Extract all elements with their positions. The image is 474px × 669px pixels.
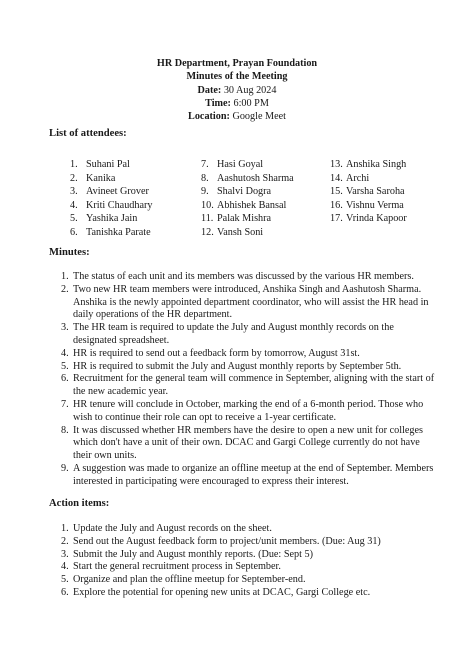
- item-number: 9.: [61, 462, 69, 474]
- attendee-item: [201, 199, 294, 213]
- attendee-name: Anshika Singh: [346, 159, 407, 170]
- time-value: 6:00 PM: [233, 97, 269, 109]
- item-text: Update the July and August records on the sheet.: [73, 523, 272, 534]
- attendee-number: 10.: [201, 199, 214, 211]
- date-label: Date:: [197, 84, 222, 96]
- action-items-list: [61, 523, 436, 600]
- attendee-item: [201, 226, 294, 240]
- item-text: Send out the August feedback form to project/unit members. (Due: Aug 31): [73, 535, 381, 547]
- attendee-name: Yashika Jain: [86, 213, 138, 224]
- minutes-item: [61, 322, 436, 348]
- attendee-item: [330, 185, 407, 199]
- attendee-item: [70, 172, 153, 186]
- attendee-item: [201, 185, 294, 199]
- action-item: [61, 523, 436, 536]
- attendee-item: [70, 226, 153, 240]
- attendee-name: Vrinda Kapoor: [346, 213, 407, 224]
- item-number: 3.: [61, 548, 69, 560]
- item-text: HR is required to submit the July and August monthly reports by September 5th.: [73, 360, 402, 372]
- attendee-name: Aashutosh Sharma: [217, 172, 294, 184]
- meeting-location: [0, 110, 474, 123]
- action-item: [61, 587, 436, 600]
- minutes-item: [61, 425, 436, 463]
- minutes-item: [61, 463, 436, 489]
- minutes-item: [61, 399, 436, 425]
- attendee-number: 5.: [70, 213, 78, 224]
- attendee-item: [70, 158, 153, 172]
- organization-title: HR Department, Prayan Foundation: [156, 58, 318, 69]
- attendee-name: Hasi Goyal: [217, 159, 264, 170]
- attendee-number: 11.: [201, 213, 214, 224]
- attendee-name: Kriti Chaudhary: [86, 199, 153, 211]
- attendee-number: 8.: [201, 172, 209, 184]
- item-number: 4.: [61, 347, 69, 359]
- action-item: [61, 561, 436, 574]
- attendee-item: [201, 172, 294, 186]
- meeting-time: [0, 97, 474, 110]
- attendee-number: 9.: [201, 186, 209, 197]
- attendee-number: 6.: [70, 226, 78, 238]
- minutes-list: [61, 271, 436, 489]
- item-text: Start the general recruitment process in September.: [73, 561, 281, 573]
- action-items-heading: Action items:: [49, 498, 110, 509]
- attendee-name: Archi: [346, 172, 370, 184]
- attendee-name: Tanishka Parate: [86, 226, 151, 238]
- attendee-item: [330, 212, 407, 226]
- attendee-number: 3.: [70, 186, 78, 197]
- minutes-item: [61, 373, 436, 399]
- minutes-item: [61, 271, 436, 284]
- item-text: HR is required to send out a feedback form by tomorrow, August 31st.: [73, 347, 360, 359]
- item-text: A suggestion was made to organize an offline meetup at the end of September. Members interested in participating were encouraged to express their interest.: [73, 462, 434, 487]
- location-value: Google Meet: [232, 111, 286, 123]
- item-text: The HR team is required to update the July and August monthly records on the designated spreadsheet.: [73, 322, 394, 346]
- item-number: 5.: [61, 574, 69, 586]
- action-item: [61, 536, 436, 549]
- attendee-column-3: [330, 158, 407, 226]
- attendee-number: 14.: [330, 172, 343, 184]
- meeting-date: [0, 84, 474, 97]
- attendee-number: 7.: [201, 159, 209, 170]
- attendee-item: [70, 199, 153, 213]
- attendee-number: 15.: [330, 186, 343, 197]
- location-label: Location:: [188, 111, 230, 123]
- attendee-column-1: [70, 158, 153, 239]
- attendee-item: [330, 158, 407, 172]
- item-text: Recruitment for the general team will commence in September, aligning with the start of the new academic year.: [73, 373, 435, 398]
- item-number: 2.: [61, 283, 69, 295]
- attendee-item: [330, 172, 407, 186]
- item-number: 8.: [61, 424, 69, 436]
- item-number: 2.: [61, 535, 69, 547]
- attendee-number: 4.: [70, 199, 78, 211]
- item-text: Two new HR team members were introduced, Anshika Singh and Aashutosh Sharma. Anshika is the newly appointed department coordinator, who will assist the HR head in daily operations of the HR department.: [73, 283, 429, 321]
- minutes-heading: Minutes:: [49, 247, 90, 258]
- attendee-number: 13.: [330, 159, 343, 170]
- attendee-name: Vansh Soni: [217, 226, 264, 238]
- item-number: 1.: [61, 523, 69, 534]
- attendee-name: Kanika: [86, 172, 116, 184]
- attendee-column-2: [201, 158, 294, 239]
- attendee-number: 2.: [70, 172, 78, 184]
- item-text: The status of each unit and its members was discussed by the various HR members.: [73, 271, 414, 282]
- document-title: Minutes of the Meeting: [186, 71, 288, 83]
- attendee-name: Avineet Grover: [86, 186, 149, 197]
- attendee-number: 16.: [330, 199, 343, 211]
- attendee-item: [70, 212, 153, 226]
- attendee-item: [70, 185, 153, 199]
- attendee-number: 17.: [330, 213, 343, 224]
- attendee-item: [201, 212, 294, 226]
- item-text: It was discussed whether HR members have the desire to open a new unit for colleges which don't have a unit of their own. DCAC and Gargi College currently do not have their own units.: [73, 424, 423, 462]
- item-number: 4.: [61, 561, 69, 573]
- document-header: [0, 57, 474, 123]
- item-number: 6.: [61, 373, 69, 385]
- item-number: 7.: [61, 398, 69, 410]
- attendee-name: Vishnu Verma: [346, 199, 404, 211]
- minutes-item: [61, 348, 436, 361]
- item-text: Explore the potential for opening new units at DCAC, Gargi College etc.: [73, 586, 371, 598]
- item-number: 6.: [61, 586, 69, 598]
- attendee-number: 1.: [70, 159, 78, 170]
- action-item: [61, 549, 436, 562]
- attendees-heading: List of attendees:: [49, 128, 127, 139]
- attendee-name: Shalvi Dogra: [217, 186, 272, 197]
- time-label: Time:: [205, 97, 231, 109]
- item-number: 1.: [61, 271, 69, 282]
- minutes-item: [61, 361, 436, 374]
- attendee-item: [330, 199, 407, 213]
- attendee-name: Palak Mishra: [217, 213, 272, 224]
- item-text: Organize and plan the offline meetup for September-end.: [73, 574, 306, 586]
- attendee-item: [201, 158, 294, 172]
- action-item: [61, 574, 436, 587]
- attendee-name: Varsha Saroha: [346, 186, 405, 197]
- attendee-name: Suhani Pal: [86, 159, 130, 170]
- item-text: Submit the July and August monthly reports. (Due: Sept 5): [73, 548, 313, 560]
- minutes-item: [61, 284, 436, 322]
- attendee-number: 12.: [201, 226, 214, 238]
- item-text: HR tenure will conclude in October, marking the end of a 6-month period. Those who wish to continue their role can opt to receive a 1-year certificate.: [73, 398, 424, 423]
- item-number: 3.: [61, 322, 69, 334]
- attendee-name: Abhishek Bansal: [217, 199, 287, 211]
- date-value: 30 Aug 2024: [223, 84, 277, 96]
- item-number: 5.: [61, 360, 69, 372]
